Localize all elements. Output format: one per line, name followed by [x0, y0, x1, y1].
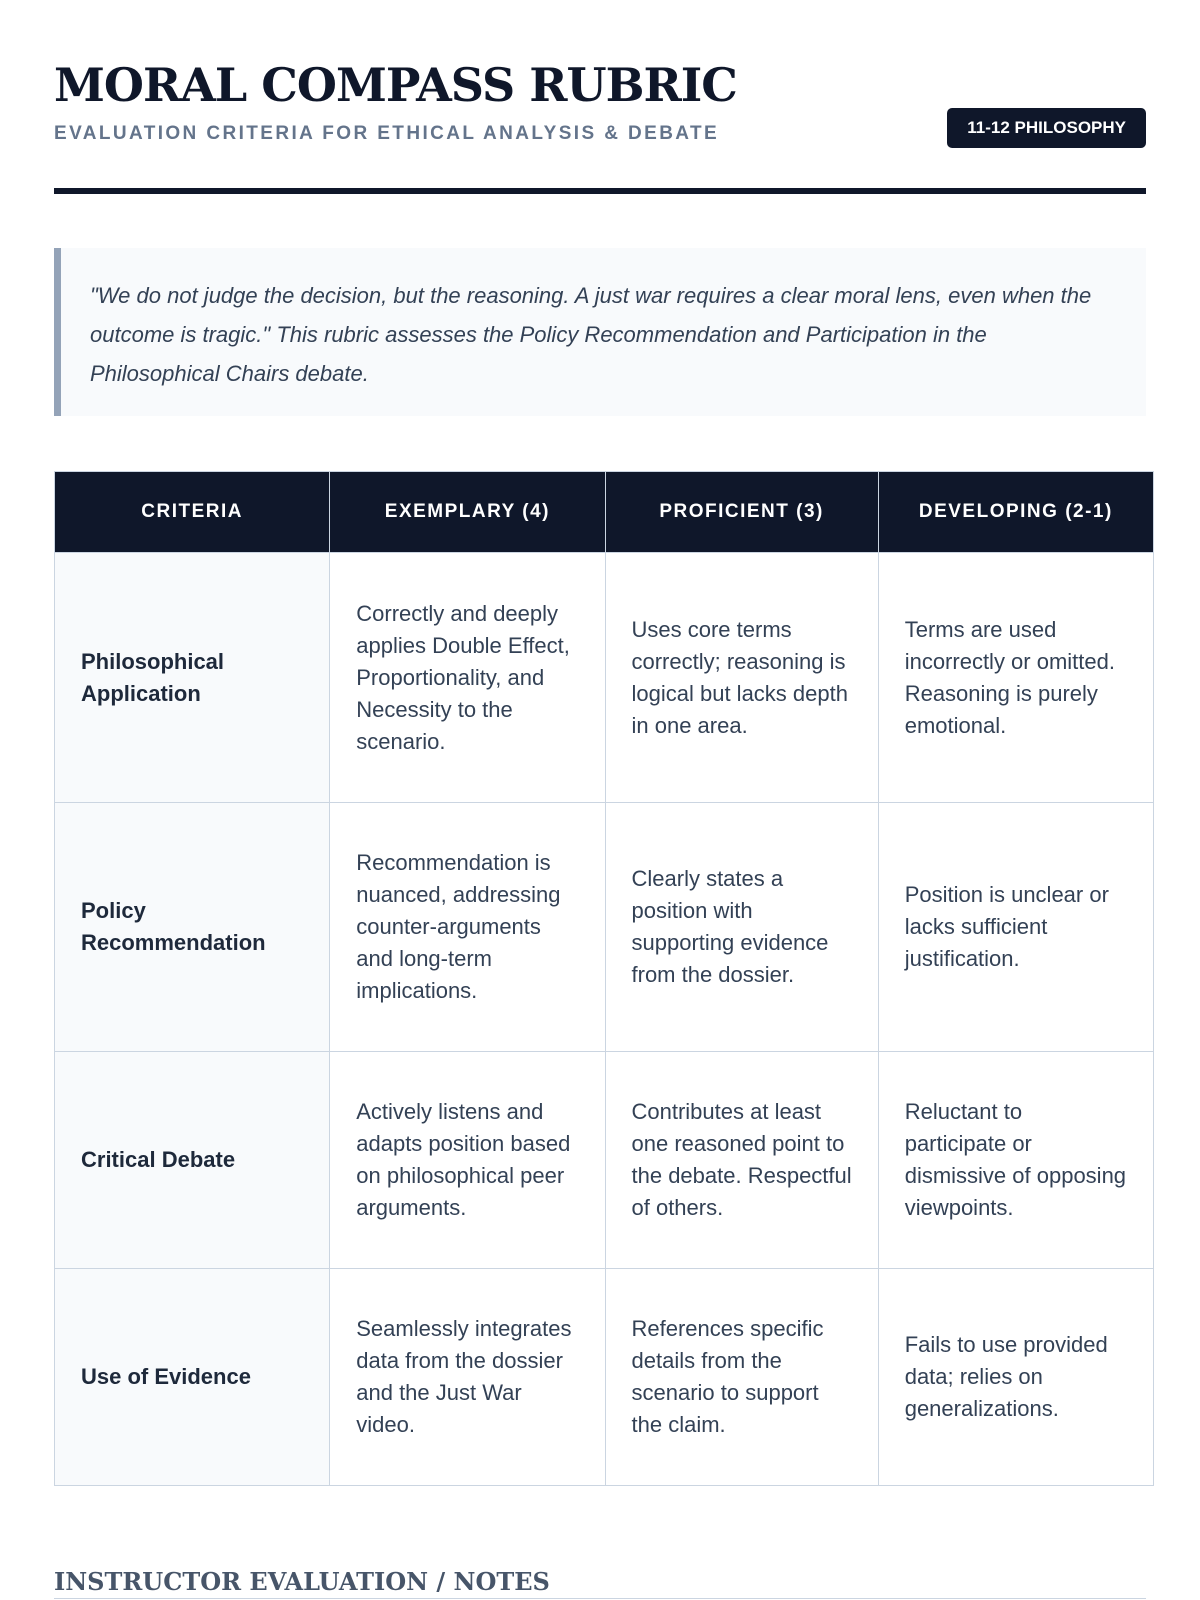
- grade-badge: 11-12 PHILOSOPHY: [947, 108, 1146, 148]
- rubric-header-row: [55, 472, 1154, 553]
- proficient-cell: Contributes at least one reasoned point to the debate. Respectful of others.: [605, 1052, 878, 1269]
- table-row: [55, 1052, 1154, 1269]
- notes-section-title: INSTRUCTOR EVALUATION / NOTES: [54, 1567, 550, 1596]
- exemplary-cell: Actively listens and adapts position based on philosophical peer arguments.: [330, 1052, 605, 1269]
- column-header-developing: DEVELOPING (2-1): [878, 472, 1153, 553]
- page-subtitle: EVALUATION CRITERIA FOR ETHICAL ANALYSIS & DEBATE: [54, 123, 720, 144]
- criteria-cell: Critical Debate: [55, 1052, 330, 1269]
- intro-quote-text: "We do not judge the decision, but the reasoning. A just war requires a clear moral lens, even when the outcome is tragic." This rubric assesses the Policy Recommendation and Participation in the Philosophical Chairs debate.: [90, 283, 1092, 386]
- proficient-cell: Uses core terms correctly; reasoning is logical but lacks depth in one area.: [605, 553, 878, 803]
- column-header-criteria: CRITERIA: [55, 472, 330, 553]
- column-header-exemplary: EXEMPLARY (4): [330, 472, 605, 553]
- table-row: [55, 803, 1154, 1052]
- criteria-cell: Use of Evidence: [55, 1269, 330, 1486]
- criteria-cell: Philosophical Application: [55, 553, 330, 803]
- proficient-cell: References specific details from the scenario to support the claim.: [605, 1269, 878, 1486]
- exemplary-cell: Correctly and deeply applies Double Effect, Proportionality, and Necessity to the scenario.: [330, 553, 605, 803]
- table-row: [55, 1269, 1154, 1486]
- criteria-cell: Policy Recommendation: [55, 803, 330, 1052]
- rubric-table: [54, 471, 1154, 1486]
- exemplary-cell: Seamlessly integrates data from the dossier and the Just War video.: [330, 1269, 605, 1486]
- developing-cell: Position is unclear or lacks sufficient justification.: [878, 803, 1153, 1052]
- developing-cell: Terms are used incorrectly or omitted. Reasoning is purely emotional.: [878, 553, 1153, 803]
- page-header: [54, 0, 1146, 195]
- intro-quote-block: [54, 248, 1146, 416]
- column-header-proficient: PROFICIENT (3): [605, 472, 878, 553]
- page-title: MORAL COMPASS RUBRIC: [54, 58, 737, 112]
- proficient-cell: Clearly states a position with supporting evidence from the dossier.: [605, 803, 878, 1052]
- table-row: [55, 553, 1154, 803]
- developing-cell: Fails to use provided data; relies on generalizations.: [878, 1269, 1153, 1486]
- header-divider: [54, 188, 1146, 194]
- exemplary-cell: Recommendation is nuanced, addressing counter-arguments and long-term implications.: [330, 803, 605, 1052]
- notes-divider: [54, 1598, 1146, 1599]
- developing-cell: Reluctant to participate or dismissive of opposing viewpoints.: [878, 1052, 1153, 1269]
